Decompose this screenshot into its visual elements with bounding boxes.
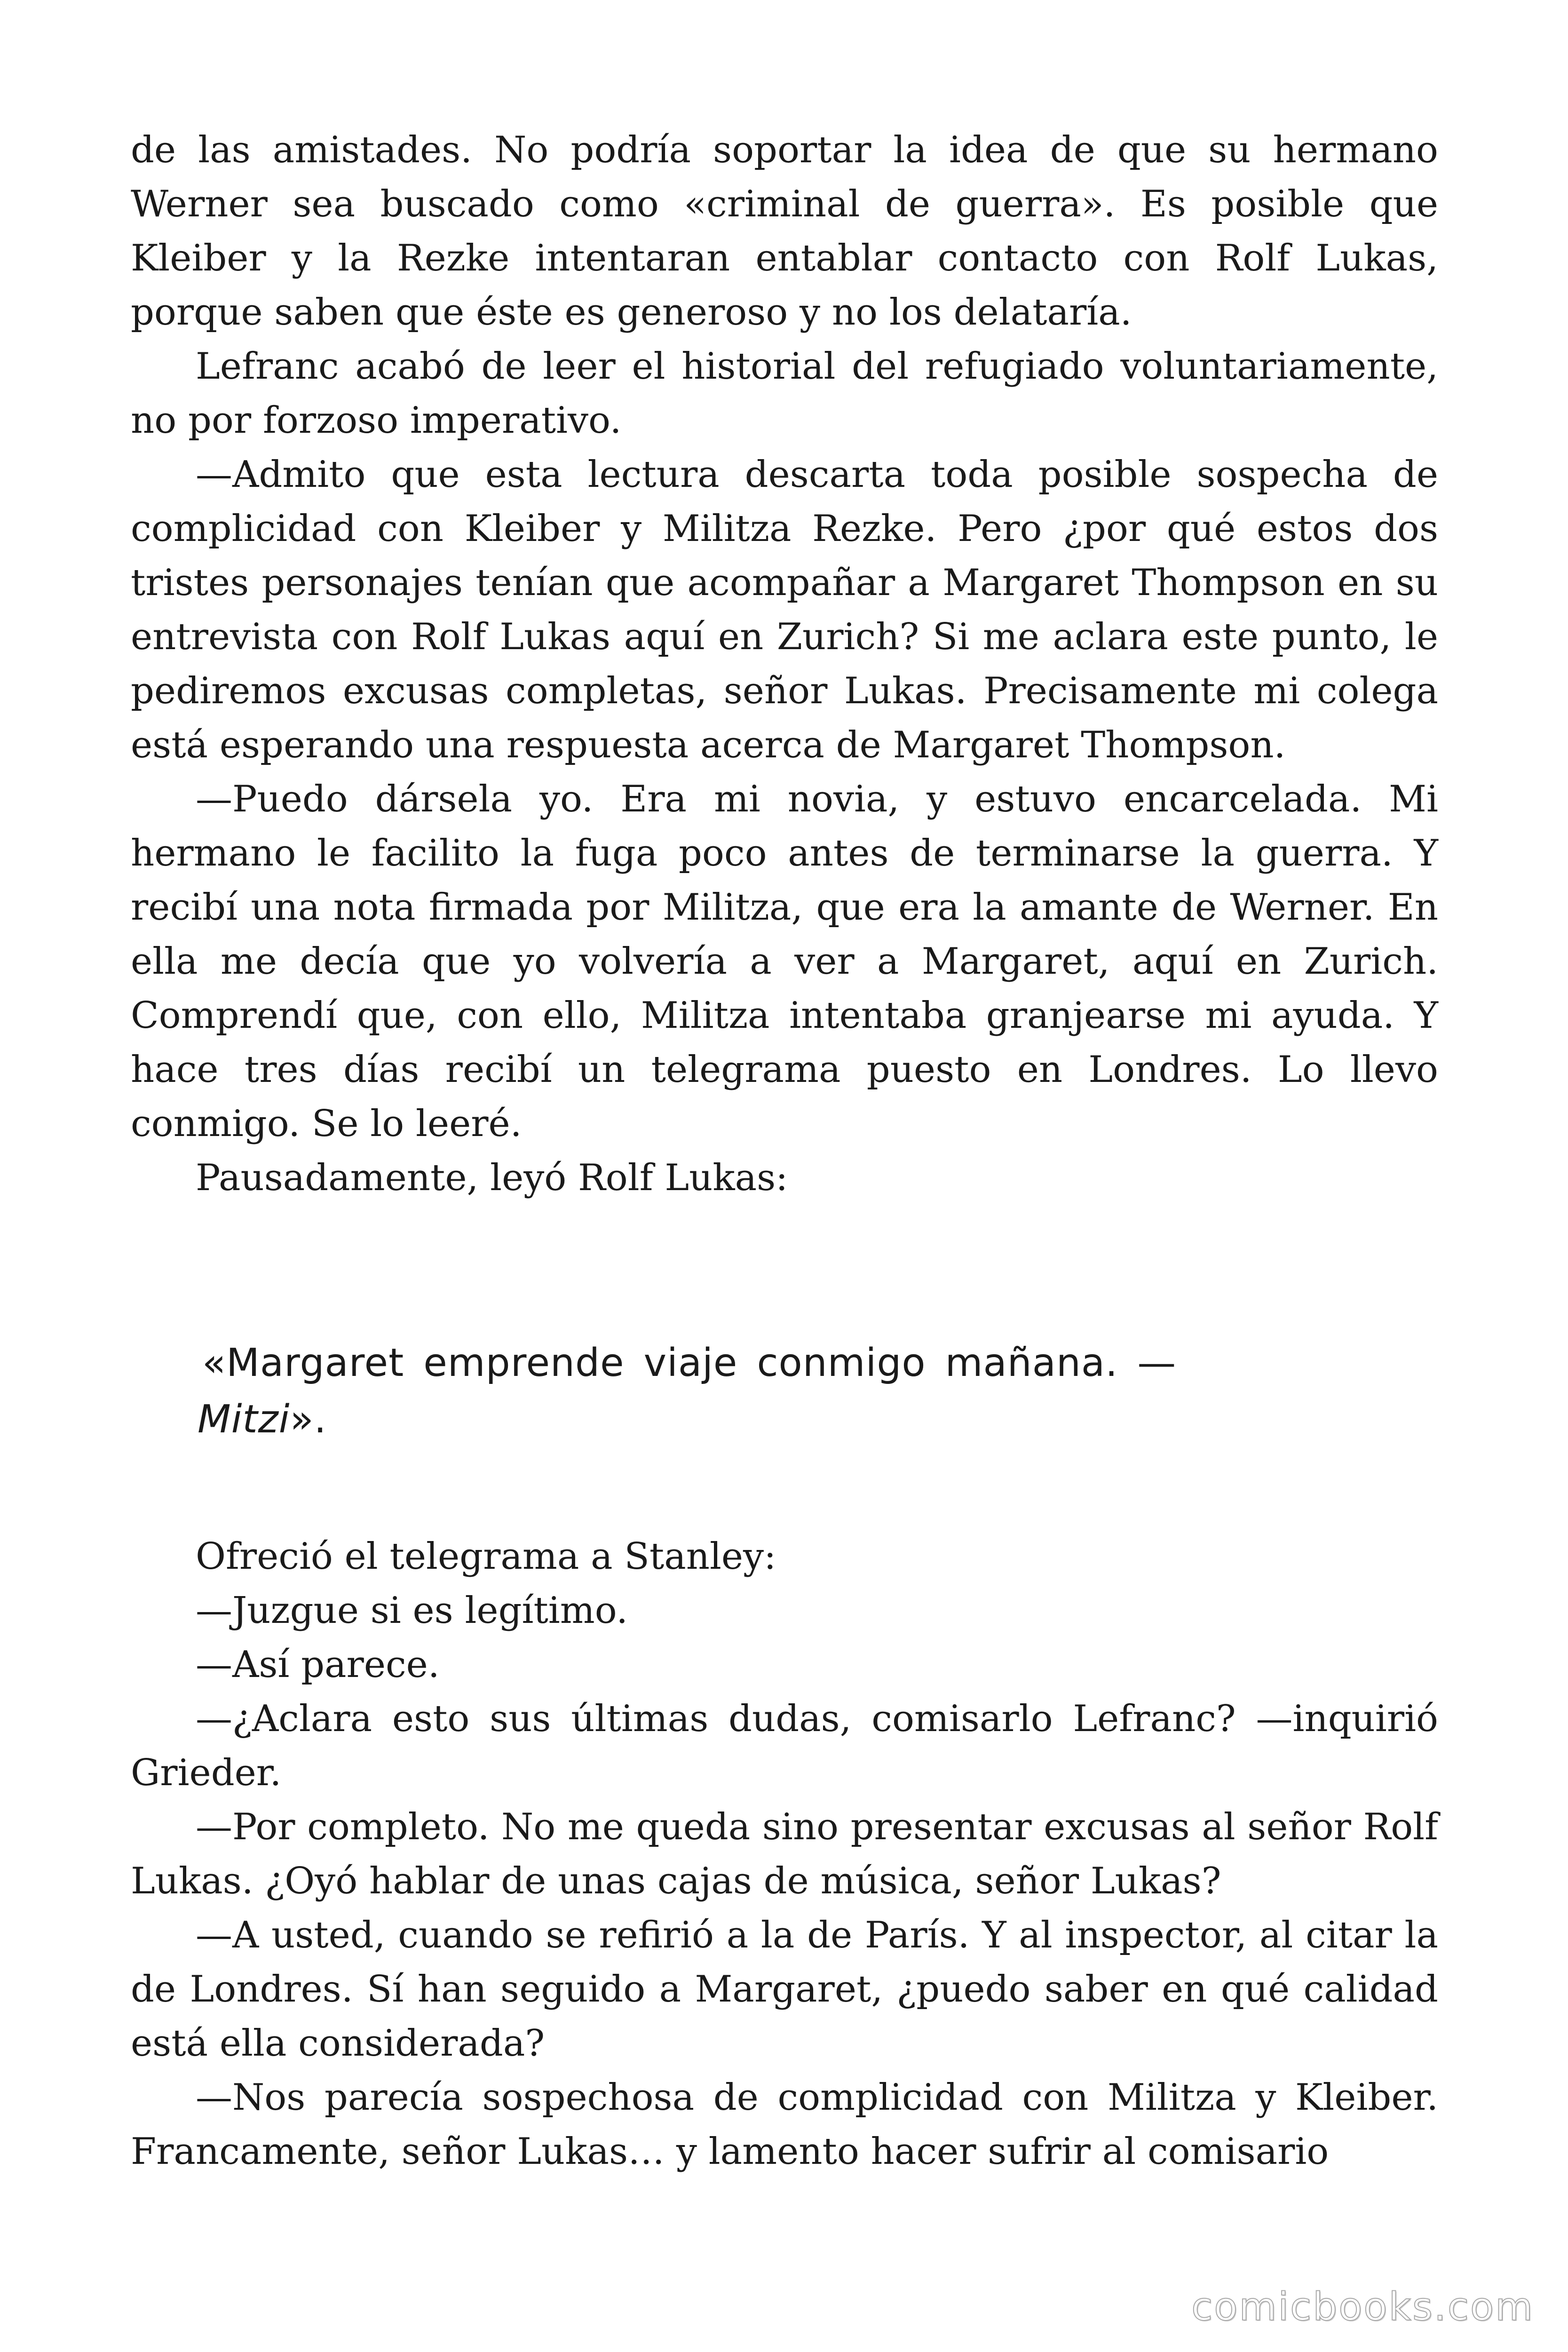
telegram-signature: Mitzi [198, 1397, 290, 1442]
paragraph: —Puedo dársela yo. Era mi novia, y estuvo encarcelada. Mi hermano le facilito la fuga poco antes de terminarse la guerra. Y recibí una nota firmada por Militza, que era la amante de Werner. En ella me decía que yo volvería a ver a Margaret, aquí en Zurich. Comprendí que, con ello, Militza intentaba granjearse mi ayuda. Y hace tres días recibí un telegrama puesto en Londres. Lo llevo conmigo. Se lo leeré. [131, 778, 1438, 1145]
telegram-signature-line [198, 1391, 1373, 1448]
paragraph: Lefranc acabó de leer el historial del refugiado voluntariamente, no por forzoso imperativo. [131, 345, 1438, 442]
paragraph: —¿Aclara esto sus últimas dudas, comisarlo Lefranc? —inquirió Grieder. [131, 1698, 1438, 1794]
text-block-before-telegram [131, 123, 1438, 1205]
telegram-quote [198, 1335, 1373, 1448]
telegram-closing: ». [290, 1397, 327, 1442]
text-block-after-telegram [131, 1530, 1438, 2179]
telegram-text: «Margaret emprende viaje conmigo mañana. — [202, 1341, 1177, 1385]
paragraph: —Admito que esta lectura descarta toda posible sospecha de complicidad con Kleiber y Militza Rezke. Pero ¿por qué estos dos tristes personajes tenían que acompañar a Margaret Thompson en su entrevista con Rolf Lukas aquí en Zurich? Si me aclara este punto, le pediremos excusas completas, señor Lukas. Precisamente mi colega está esperando una respuesta acerca de Margaret Thompson. [131, 453, 1438, 766]
paragraph: de las amistades. No podría soportar la idea de que su hermano Werner sea buscado como «criminal de guerra». Es posible que Kleiber y la Rezke intentaran entablar contacto con Rolf Lukas, porque saben que éste es generoso y no los delataría. [131, 129, 1438, 334]
paragraph: Pausadamente, leyó Rolf Lukas: [196, 1157, 788, 1199]
paragraph: —Nos parecía sospechosa de complicidad con Militza y Kleiber. Francamente, señor Lukas… y lamento hacer sufrir al comisario [131, 2076, 1438, 2173]
paragraph: —Por completo. No me queda sino presentar excusas al señor Rolf Lukas. ¿Oyó hablar de unas cajas de música, señor Lukas? [131, 1806, 1438, 1902]
paragraph: Ofreció el telegrama a Stanley: [196, 1535, 776, 1578]
paragraph: —Así parece. [196, 1644, 440, 1686]
paragraph: —A usted, cuando se refirió a la de París. Y al inspector, al citar la de Londres. Sí han seguido a Margaret, ¿puedo saber en qué calidad está ella considerada? [131, 1914, 1438, 2065]
paragraph: —Juzgue si es legítimo. [196, 1589, 628, 1632]
watermark: comicbooks.com [1191, 2285, 1534, 2329]
